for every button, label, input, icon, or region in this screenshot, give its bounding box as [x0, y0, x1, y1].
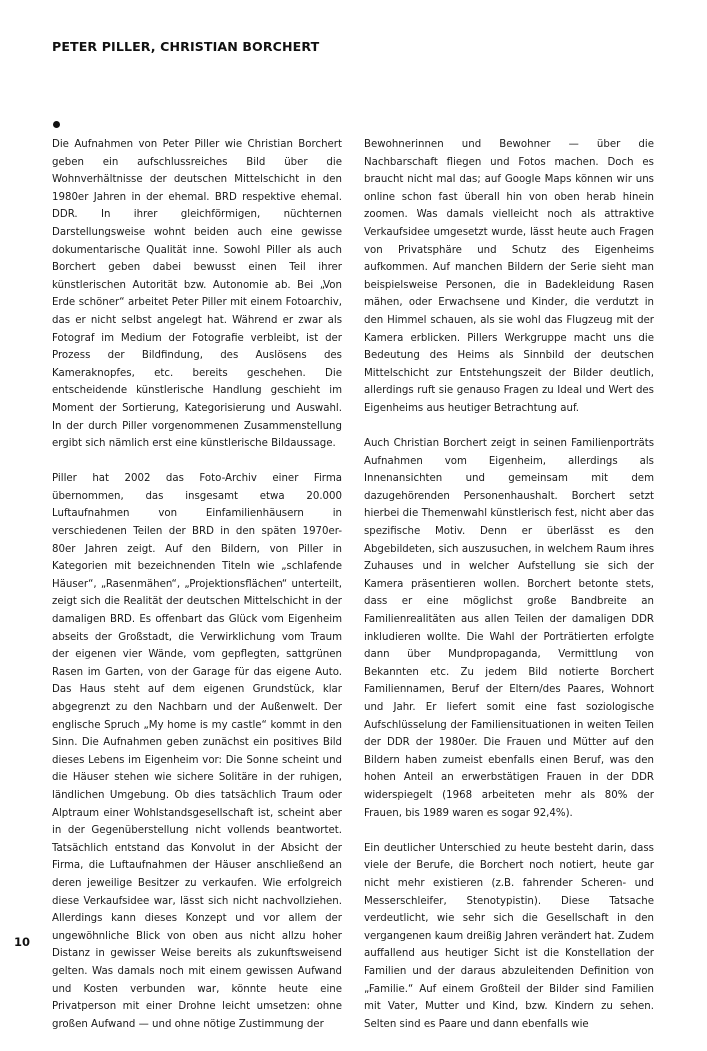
section-bullet-icon [53, 121, 60, 128]
text-column-right [364, 136, 654, 1051]
paragraph: Ein deutlicher Unterschied zu heute besteht darin, dass viele der Berufe, die Borchert noch notiert, heute gar nicht mehr existieren (z.B. fahrender Scheren- und Messerschleifer, Stenotypistin). Diese Tatsache verdeutlicht, wie sehr sich die Gesellschaft in den vergangenen kaum dreißig Jahren verändert hat. Zudem auffallend aus heutiger Sicht ist die Konstellation der Familien und der daraus abzuleitenden Definition von „Familie.“ Auf einem Großteil der Bilder sind Familien mit Vater, Mutter und Kind, bzw. Kindern zu sehen. Selten sind es Paare und dann ebenfalls wie [364, 842, 654, 1030]
paragraph: Die Aufnahmen von Peter Piller wie Christian Borchert geben ein aufschlussreiches Bild über die Wohnverhältnisse der deutschen Mittelschicht in den 1980er Jahren in der ehemal. BRD respektive ehemal. DDR. In ihrer gleichförmigen, nüchternen Darstellungsweise wohnt beiden auch eine gewisse dokumentarische Qualität inne. Sowohl Piller als auch Borchert geben dabei bewusst einen Teil ihrer künstlerischen Autorität bzw. Autonomie ab. Bei „Von Erde schöner“ arbeitet Peter Piller mit einem Fotoarchiv, das er nicht selbst angelegt hat. Während er zwar als Fotograf im Medium der Fotografie verbleibt, ist der Prozess der Bildfindung, des Auslösens des Kameraknopfes, etc. bereits geschehen. Die entscheidende künstlerische Handlung geschieht im Moment der Sortierung, Kategorisierung und Auswahl. In der durch Piller vorgenommenen Zusammenstellung ergibt sich nämlich erst eine künstlerische Bildaussage. [52, 139, 342, 450]
page-header-authors: PETER PILLER, CHRISTIAN BORCHERT [52, 39, 320, 54]
paragraph: Piller hat 2002 das Foto-Archiv einer Firma übernommen, das insgesamt etwa 20.000 Luftaufnahmen von Einfamilienhäusern in verschiedenen Teilen der BRD in den späten 1970er-80er Jahren zeigt. Auf den Bildern, von Piller in Kategorien mit bezeichnenden Titeln wie „schlafende Häuser“, „Rasenmähen“, „Projektionsflächen“ unterteilt, zeigt sich die Realität der deutschen Mittelschicht in der damaligen BRD. Es offenbart das Glück vom Eigenheim abseits der Großstadt, die Verwirklichung vom Traum der eigenen vier Wände, vom gepflegten, sattgrünen Rasen im Garten, von der Garage für das eigene Auto. Das Haus steht auf dem eigenen Grundstück, klar abgegrenzt zu den Nachbarn und der Außenwelt. Der englische Spruch „My home is my castle“ kommt in den Sinn. Die Aufnahmen geben zunächst ein positives Bild dieses Lebens im Eigenheim vor: Die Sonne scheint und die Häuser stehen wie sichere Solitäre in der ruhigen, ländlichen Umgebung. Ob dies tatsächlich Traum oder Alptraum einer Wohlstandsgesellschaft ist, scheint aber in der Gegenüberstellung nicht vollends beantwortet. Tatsächlich entstand das Konvolut in der Absicht der Firma, die Luftaufnahmen der Häuser anschließend an deren jeweilige Besitzer zu verkaufen. Wie erfolgreich diese Verkaufsidee war, lässt sich nicht nachvollziehen. Allerdings kann dieses Konzept und vor allem der ungewöhnliche Blick von oben aus nicht allzu hoher Distanz in gewisser Weise bereits als zukunftsweisend gelten. Was damals noch mit einem gewissen Aufwand und Kosten verbunden war, könnte heute eine Privatperson mit einer Drohne leicht umsetzen: ohne großen Aufwand — und ohne nötige Zustimmung der [52, 473, 342, 1030]
paragraph: Bewohnerinnen und Bewohner — über die Nachbarschaft fliegen und Fotos machen. Doch es braucht nicht mal das; auf Google Maps können wir uns online schon fast überall hin von oben herab hinein zoomen. Was damals vielleicht noch als attraktive Verkaufsidee umgesetzt wurde, lässt heute auch Fragen von Privatsphäre und Schutz des Eigenheims aufkommen. Auf manchen Bildern der Serie sieht man beispielsweise Personen, die in Badekleidung Rasen mähen, oder Erwachsene und Kinder, die verdutzt in den Himmel schauen, als sie wohl das Flugzeug mit der Kamera erblicken. Pillers Werkgruppe macht uns die Bedeutung des Heims als Sinnbild der deutschen Mittelschicht zur Entstehungszeit der Bilder deutlich, allerdings ruft sie genauso Fragen zu Ideal und Wert des Eigenheims aus heutiger Betrachtung auf. [364, 139, 654, 414]
page-number: 10 [14, 935, 31, 949]
paragraph: Auch Christian Borchert zeigt in seinen Familienporträts Aufnahmen vom Eigenheim, allerdings als Innenansichten und gemeinsam mit dem dazugehörenden Personenhaushalt. Borchert setzt hierbei die Themenwahl künstlerisch fest, nicht aber das spezifische Motiv. Denn er überlässt es den Abgebildeten, sich auszusuchen, in welchem Raum ihres Zuhauses und in welcher Aufstellung sie sich der Kamera präsentieren wollen. Borchert betonte stets, dass er eine möglichst große Bandbreite an Familienrealitäten aus allen Teilen der damaligen DDR inkludieren wollte. Die Wahl der Porträtierten erfolgte dann über Mundpropaganda, Vermittlung von Bekannten etc. Zu jedem Bild notierte Borchert Familiennamen, Beruf der Eltern/des Paares, Wohnort und Jahr. Er liefert somit eine fast soziologische Aufschlüsselung der Familiensituationen in weiten Teilen der DDR der 1980er. Die Frauen und Mütter auf den Bildern haben zumeist ebenfalls einen Beruf, was den hohen Anteil an erwerbstätigen Frauen in der DDR widerspiegelt (1968 arbeiteten mehr als 80% der Frauen, bis 1989 waren es sogar 92,4%). [364, 438, 654, 819]
text-column-left [52, 136, 342, 1051]
